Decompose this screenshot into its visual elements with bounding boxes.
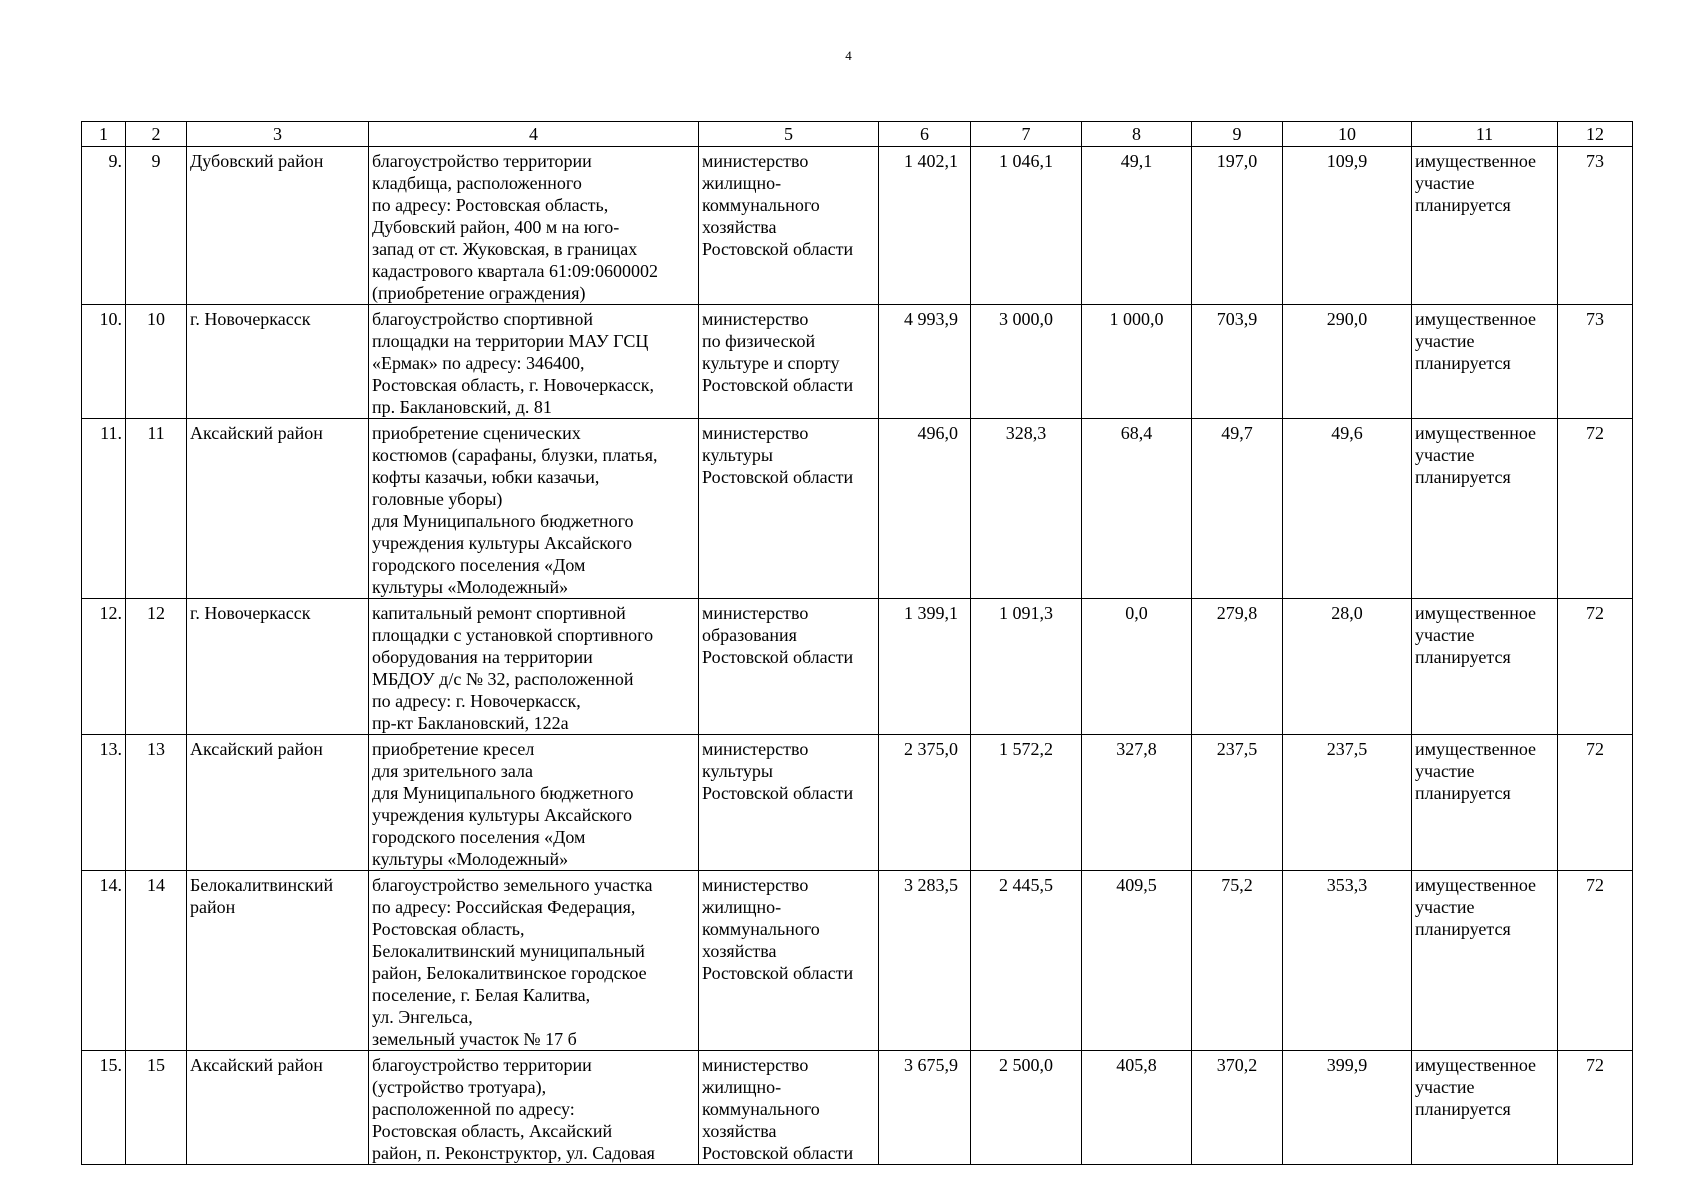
header-cell-11: 11 <box>1412 122 1558 147</box>
table-row <box>82 147 1633 305</box>
table-row <box>82 305 1633 419</box>
table-row <box>82 1051 1633 1165</box>
value-col10-cell: 399,9 <box>1283 1051 1412 1165</box>
value-col9-cell: 75,2 <box>1192 871 1283 1051</box>
header-row <box>82 122 1633 147</box>
score-cell: 72 <box>1558 871 1633 1051</box>
score-cell: 72 <box>1558 735 1633 871</box>
participation-cell: имущественное участие планируется <box>1412 735 1558 871</box>
row-index-cell: 10. <box>82 305 126 419</box>
value-col6-cell: 2 375,0 <box>879 735 971 871</box>
ministry-cell: министерство жилищно- коммунального хозяйства Ростовской области <box>699 147 879 305</box>
value-col6-cell: 4 993,9 <box>879 305 971 419</box>
ministry-cell: министерство культуры Ростовской области <box>699 735 879 871</box>
participation-cell: имущественное участие планируется <box>1412 305 1558 419</box>
value-col8-cell: 405,8 <box>1082 1051 1192 1165</box>
value-col7-cell: 1 572,2 <box>971 735 1082 871</box>
row-index-cell: 9. <box>82 147 126 305</box>
value-col6-cell: 3 283,5 <box>879 871 971 1051</box>
row-number-cell: 10 <box>126 305 187 419</box>
district-cell: Дубовский район <box>187 147 369 305</box>
header-cell-5: 5 <box>699 122 879 147</box>
table-row <box>82 599 1633 735</box>
value-col10-cell: 290,0 <box>1283 305 1412 419</box>
description-cell: благоустройство территории (устройство тротуара), расположенной по адресу: Ростовская область, Аксайский район, п. Реконструктор, ул. Садовая <box>369 1051 699 1165</box>
description-cell: приобретение сценических костюмов (сарафаны, блузки, платья, кофты казачьи, юбки казачьи, головные уборы) для Муниципального бюджетного учреждения культуры Аксайского городского поселения «Дом культуры «Молодежный» <box>369 419 699 599</box>
value-col10-cell: 353,3 <box>1283 871 1412 1051</box>
district-cell: г. Новочеркасск <box>187 599 369 735</box>
header-cell-9: 9 <box>1192 122 1283 147</box>
district-cell: Аксайский район <box>187 1051 369 1165</box>
score-cell: 73 <box>1558 305 1633 419</box>
row-number-cell: 12 <box>126 599 187 735</box>
value-col6-cell: 1 402,1 <box>879 147 971 305</box>
ministry-cell: министерство образования Ростовской области <box>699 599 879 735</box>
row-number-cell: 9 <box>126 147 187 305</box>
participation-cell: имущественное участие планируется <box>1412 1051 1558 1165</box>
page-number: 4 <box>845 48 852 63</box>
row-index-cell: 11. <box>82 419 126 599</box>
description-cell: благоустройство спортивной площадки на территории МАУ ГСЦ «Ермак» по адресу: 346400, Ростовская область, г. Новочеркасск, пр. Баклановский, д. 81 <box>369 305 699 419</box>
value-col10-cell: 109,9 <box>1283 147 1412 305</box>
value-col9-cell: 370,2 <box>1192 1051 1283 1165</box>
header-cell-7: 7 <box>971 122 1082 147</box>
description-cell: благоустройство территории кладбища, расположенного по адресу: Ростовская область, Дубовский район, 400 м на юго- запад от ст. Жуковская, в границах кадастрового квартала 61:09:0600002 (приобретение ограждения) <box>369 147 699 305</box>
participation-cell: имущественное участие планируется <box>1412 419 1558 599</box>
participation-cell: имущественное участие планируется <box>1412 147 1558 305</box>
description-cell: капитальный ремонт спортивной площадки с установкой спортивного оборудования на территории МБДОУ д/с № 32, расположенной по адресу: г. Новочеркасск, пр-кт Баклановский, 122а <box>369 599 699 735</box>
row-number-cell: 11 <box>126 419 187 599</box>
value-col8-cell: 409,5 <box>1082 871 1192 1051</box>
score-cell: 72 <box>1558 419 1633 599</box>
row-number-cell: 15 <box>126 1051 187 1165</box>
value-col7-cell: 2 500,0 <box>971 1051 1082 1165</box>
value-col8-cell: 0,0 <box>1082 599 1192 735</box>
value-col8-cell: 1 000,0 <box>1082 305 1192 419</box>
value-col6-cell: 496,0 <box>879 419 971 599</box>
row-index-cell: 12. <box>82 599 126 735</box>
header-cell-3: 3 <box>187 122 369 147</box>
value-col9-cell: 279,8 <box>1192 599 1283 735</box>
district-cell: Белокалитвинский район <box>187 871 369 1051</box>
header-cell-4: 4 <box>369 122 699 147</box>
header-cell-12: 12 <box>1558 122 1633 147</box>
row-number-cell: 14 <box>126 871 187 1051</box>
value-col10-cell: 28,0 <box>1283 599 1412 735</box>
value-col9-cell: 197,0 <box>1192 147 1283 305</box>
value-col10-cell: 49,6 <box>1283 419 1412 599</box>
value-col10-cell: 237,5 <box>1283 735 1412 871</box>
table-row <box>82 871 1633 1051</box>
value-col9-cell: 703,9 <box>1192 305 1283 419</box>
header-cell-2: 2 <box>126 122 187 147</box>
district-cell: Аксайский район <box>187 419 369 599</box>
value-col9-cell: 49,7 <box>1192 419 1283 599</box>
projects-table <box>81 121 1633 1165</box>
value-col7-cell: 1 091,3 <box>971 599 1082 735</box>
table-row <box>82 735 1633 871</box>
ministry-cell: министерство культуры Ростовской области <box>699 419 879 599</box>
participation-cell: имущественное участие планируется <box>1412 871 1558 1051</box>
description-cell: приобретение кресел для зрительного зала для Муниципального бюджетного учреждения культуры Аксайского городского поселения «Дом культуры «Молодежный» <box>369 735 699 871</box>
value-col8-cell: 327,8 <box>1082 735 1192 871</box>
value-col6-cell: 1 399,1 <box>879 599 971 735</box>
participation-cell: имущественное участие планируется <box>1412 599 1558 735</box>
ministry-cell: министерство жилищно- коммунального хозяйства Ростовской области <box>699 1051 879 1165</box>
row-index-cell: 15. <box>82 1051 126 1165</box>
value-col7-cell: 2 445,5 <box>971 871 1082 1051</box>
score-cell: 72 <box>1558 1051 1633 1165</box>
ministry-cell: министерство жилищно- коммунального хозяйства Ростовской области <box>699 871 879 1051</box>
district-cell: Аксайский район <box>187 735 369 871</box>
row-index-cell: 13. <box>82 735 126 871</box>
ministry-cell: министерство по физической культуре и спорту Ростовской области <box>699 305 879 419</box>
value-col9-cell: 237,5 <box>1192 735 1283 871</box>
value-col8-cell: 68,4 <box>1082 419 1192 599</box>
header-cell-8: 8 <box>1082 122 1192 147</box>
value-col6-cell: 3 675,9 <box>879 1051 971 1165</box>
score-cell: 73 <box>1558 147 1633 305</box>
header-cell-10: 10 <box>1283 122 1412 147</box>
value-col8-cell: 49,1 <box>1082 147 1192 305</box>
row-index-cell: 14. <box>82 871 126 1051</box>
header-cell-1: 1 <box>82 122 126 147</box>
value-col7-cell: 3 000,0 <box>971 305 1082 419</box>
value-col7-cell: 328,3 <box>971 419 1082 599</box>
row-number-cell: 13 <box>126 735 187 871</box>
description-cell: благоустройство земельного участка по адресу: Российская Федерация, Ростовская область, Белокалитвинский муниципальный район, Белокалитвинское городское поселение, г. Белая Калитва, ул. Энгельса, земельный участок № 17 б <box>369 871 699 1051</box>
table-row <box>82 419 1633 599</box>
header-cell-6: 6 <box>879 122 971 147</box>
score-cell: 72 <box>1558 599 1633 735</box>
district-cell: г. Новочеркасск <box>187 305 369 419</box>
value-col7-cell: 1 046,1 <box>971 147 1082 305</box>
